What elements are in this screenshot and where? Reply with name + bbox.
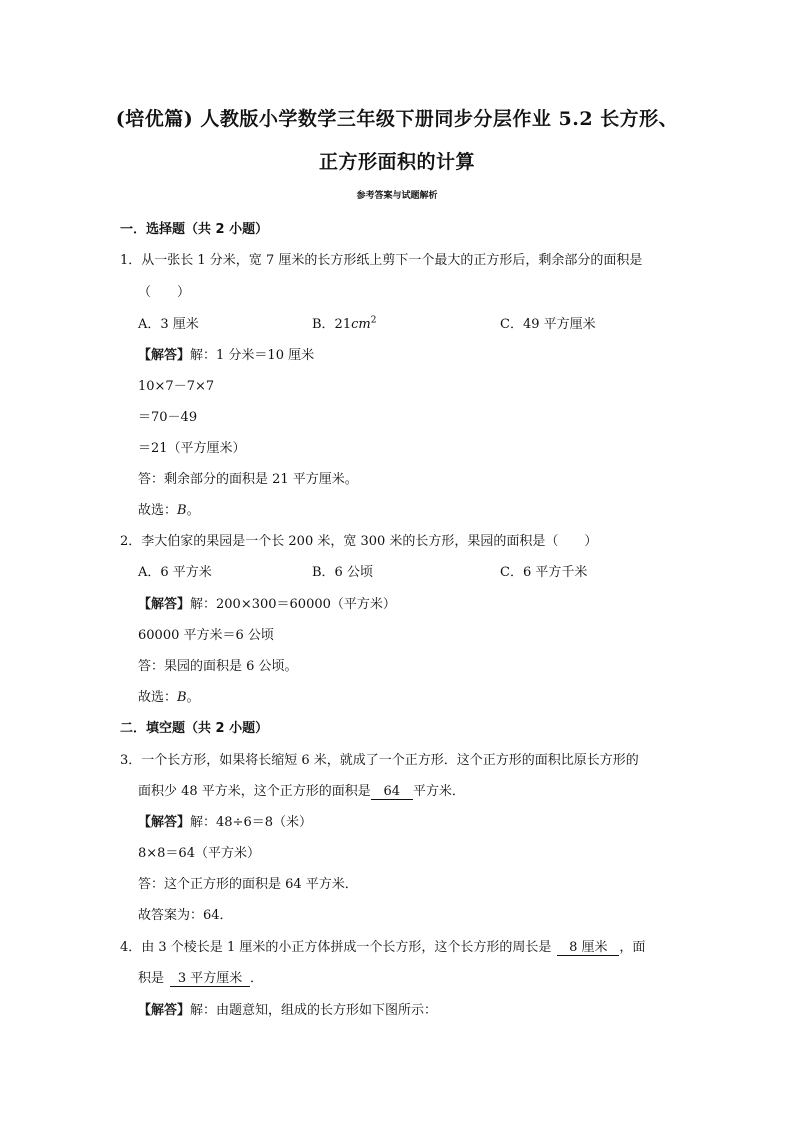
solution-text: 解：200×300＝60000（平方米） xyxy=(190,597,396,612)
question-2-option-b: B．6 公顷 xyxy=(312,565,373,580)
page-subtitle: 参考答案与试题解析 xyxy=(356,191,438,201)
question-3-solution-line: 故答案为：64． xyxy=(138,908,233,923)
question-1-solution-line: 10×7－7×7 xyxy=(138,379,215,394)
stem-text: 面积少 48 平方米，这个正方形的面积是 xyxy=(138,784,371,799)
question-2-option-c: C．6 平方千米 xyxy=(500,565,588,580)
question-1-option-b xyxy=(312,313,376,332)
page-title-line2: 正方形面积的计算 xyxy=(318,151,475,173)
question-2-solution-line: 60000 平方米＝6 公顷 xyxy=(138,628,274,643)
question-2-stem: 2．李大伯家的果园是一个长 200 米，宽 300 米的长方形，果园的面积是（ ） xyxy=(120,534,598,549)
answer-tag: 【解答】 xyxy=(138,1003,191,1018)
answer-blank: 64 xyxy=(371,784,413,800)
question-2-option-a: A．6 平方米 xyxy=(138,565,212,580)
section-heading-fill: 二．填空题（共 2 小题） xyxy=(120,721,269,736)
stem-text: ，面 xyxy=(619,940,646,955)
solution-text: 解：48÷6＝8（米） xyxy=(190,815,312,830)
question-2-solution-line: 答：果园的面积是 6 公顷。 xyxy=(138,659,298,674)
choice-letter: B xyxy=(177,690,187,705)
question-2-solution-line xyxy=(138,593,396,612)
option-b-exponent: 2 xyxy=(370,315,377,326)
solution-text: 解：由题意知，组成的长方形如下图所示： xyxy=(190,1003,438,1018)
question-1-solution-line xyxy=(138,344,314,363)
question-1-option-a: A．3 厘米 xyxy=(138,317,199,332)
question-1-stem: 1．从一张长 1 分米，宽 7 厘米的长方形纸上剪下一个最大的正方形后，剩余部分的面积是 xyxy=(120,253,643,268)
choice-prefix: 故选： xyxy=(138,690,178,705)
question-4-stem-line2 xyxy=(138,967,263,987)
question-1-solution-line: ＝21（平方厘米） xyxy=(138,441,246,456)
choice-suffix: 。 xyxy=(186,503,200,518)
answer-tag: 【解答】 xyxy=(138,348,191,363)
question-3-stem-line1: 3．一个长方形，如果将长缩短 6 米，就成了一个正方形．这个正方形的面积比原长方形的 xyxy=(120,753,639,768)
stem-text: 4．由 3 个棱长是 1 厘米的小正方体拼成一个长方形，这个长方形的周长是 xyxy=(120,940,552,955)
section-heading-choice: 一．选择题（共 2 小题） xyxy=(120,222,269,237)
question-3-solution-line: 8×8＝64（平方米） xyxy=(138,846,260,861)
answer-tag: 【解答】 xyxy=(138,597,191,612)
question-1-choice xyxy=(138,499,200,518)
question-3-solution-line xyxy=(138,811,312,830)
question-1-paren: （ ） xyxy=(138,285,191,300)
answer-blank: 8 厘米 xyxy=(557,936,619,956)
question-3-solution-line: 答：这个正方形的面积是 64 平方米． xyxy=(138,877,358,892)
option-b-value: B．21 xyxy=(312,317,352,332)
question-4-solution-line xyxy=(138,999,437,1018)
option-b-unit: cm xyxy=(351,317,371,332)
page-title-line1: (培优篇) 人教版小学数学三年级下册同步分层作业 5.2 长方形、 xyxy=(115,108,679,130)
choice-suffix: 。 xyxy=(186,690,200,705)
stem-text: 平方米． xyxy=(412,784,465,799)
question-4-stem-line1 xyxy=(120,936,645,956)
question-1-solution-line: 答：剩余部分的面积是 21 平方厘米。 xyxy=(138,472,358,487)
solution-text: 解：1 分米＝10 厘米 xyxy=(190,348,315,363)
question-3-stem-line2 xyxy=(138,780,465,800)
question-1-option-c: C．49 平方厘米 xyxy=(500,317,596,332)
stem-text: ． xyxy=(250,971,264,986)
answer-tag: 【解答】 xyxy=(138,815,191,830)
choice-prefix: 故选： xyxy=(138,503,178,518)
question-1-solution-line: ＝70－49 xyxy=(138,410,198,425)
question-2-choice xyxy=(138,686,200,705)
choice-letter: B xyxy=(177,503,187,518)
answer-blank: 3 平方厘米 xyxy=(170,967,250,987)
stem-text: 积是 xyxy=(138,971,165,986)
